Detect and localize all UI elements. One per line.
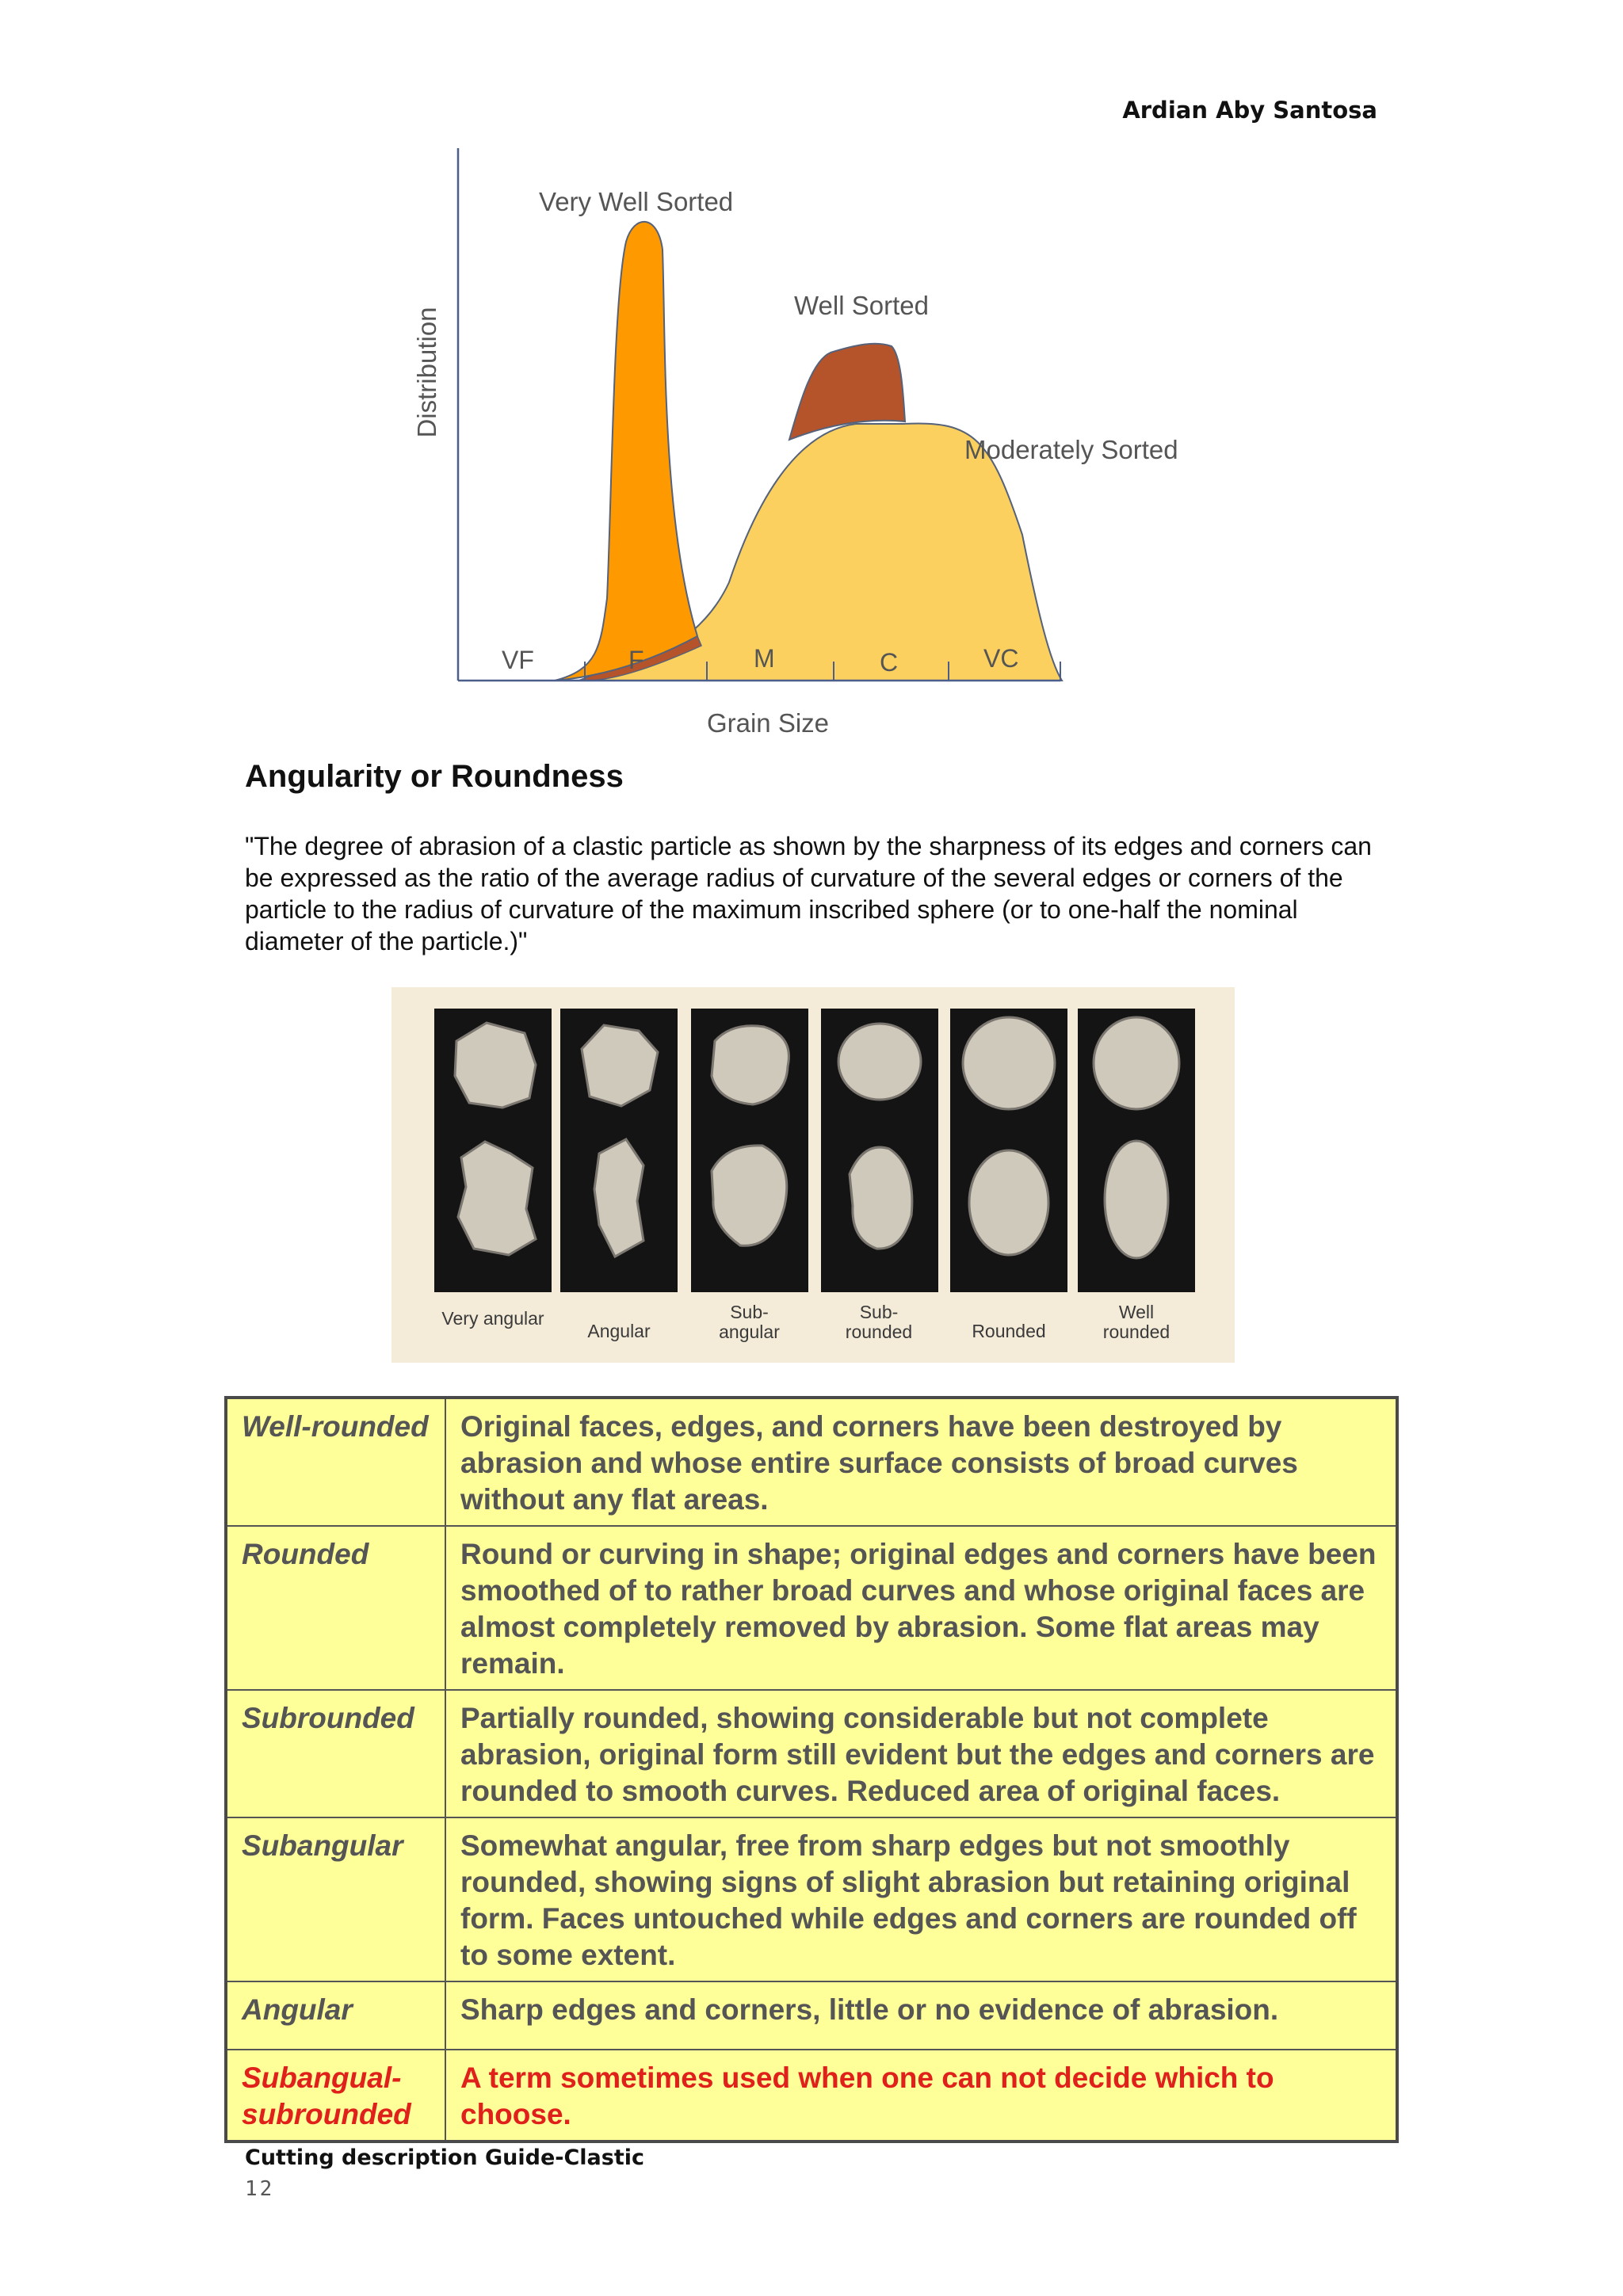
caption-angular: Angular	[587, 1321, 651, 1341]
tick-label-vf: VF	[502, 646, 534, 674]
label-very-well-sorted: Very Well Sorted	[539, 187, 734, 216]
caption-well-rounded: Well rounded	[1102, 1302, 1170, 1342]
tick-label-vc: VC	[983, 644, 1019, 673]
table-row	[226, 1817, 1397, 1981]
roundness-photo-chart	[391, 987, 1235, 1363]
label-well-sorted: Well Sorted	[794, 291, 929, 320]
caption-sub-rounded: Sub-rounded	[845, 1302, 913, 1342]
caption-sub-angular: Sub-angular	[719, 1302, 780, 1342]
term-cell: Well-rounded	[226, 1398, 445, 1526]
tick-label-c: C	[880, 648, 899, 677]
author-name: Ardian Aby Santosa	[1122, 97, 1377, 124]
tick-label-m: M	[754, 644, 775, 673]
caption-rounded: Rounded	[972, 1321, 1046, 1341]
x-axis-label: Grain Size	[706, 708, 830, 738]
very-well-sorted-curve	[555, 222, 697, 681]
description-cell: Somewhat angular, free from sharp edges but not smoothly rounded, showing signs of slight abrasion but retaining original form. Faces untouched while edges and corners are rounded off to some extent.	[445, 1817, 1397, 1981]
tick-label-f: F	[628, 646, 644, 674]
term-cell: Angular	[226, 1981, 445, 2050]
table-row	[226, 1690, 1397, 1817]
term-cell: Subangular	[226, 1817, 445, 1981]
table-row-highlighted	[226, 2050, 1397, 2142]
description-cell: Partially rounded, showing considerable but not complete abrasion, original form still evident but the edges and corners are rounded to smooth curves. Reduced area of original faces.	[445, 1690, 1397, 1817]
table-row	[226, 1981, 1397, 2050]
term-cell: Subrounded	[226, 1690, 445, 1817]
section-heading: Angularity or Roundness	[245, 759, 624, 794]
term-cell: Rounded	[226, 1526, 445, 1690]
sorting-distribution-figure	[396, 139, 1252, 757]
description-cell: Sharp edges and corners, little or no evidence of abrasion.	[445, 1981, 1397, 2050]
table-row	[226, 1398, 1397, 1526]
table-row	[226, 1526, 1397, 1690]
footer-title: Cutting description Guide-Clastic	[245, 2145, 645, 2170]
description-cell: Original faces, edges, and corners have been destroyed by abrasion and whose entire surface consists of broad curves without any flat areas.	[445, 1398, 1397, 1526]
roundness-table	[224, 1396, 1399, 2143]
y-axis-label: Distribution	[412, 307, 441, 438]
description-cell: A term sometimes used when one can not decide which to choose.	[445, 2050, 1397, 2142]
page-number: 12	[245, 2177, 275, 2201]
label-moderately-sorted: Moderately Sorted	[964, 435, 1178, 464]
term-cell: Subangual-subrounded	[226, 2050, 445, 2142]
caption-very-angular: Very angular	[441, 1308, 544, 1329]
definition-quote: "The degree of abrasion of a clastic particle as shown by the sharpness of its edges and corners can be expressed as the ratio of the average radius of curvature of the several edges or corners of the particle to the radius of curvature of the maximum inscribed sphere (or to one-half the nominal diameter of the particle.)"	[245, 832, 1372, 955]
description-cell: Round or curving in shape; original edges and corners have been smoothed of to rather broad curves and whose original faces are almost completely removed by abrasion. Some flat areas may remain.	[445, 1526, 1397, 1690]
